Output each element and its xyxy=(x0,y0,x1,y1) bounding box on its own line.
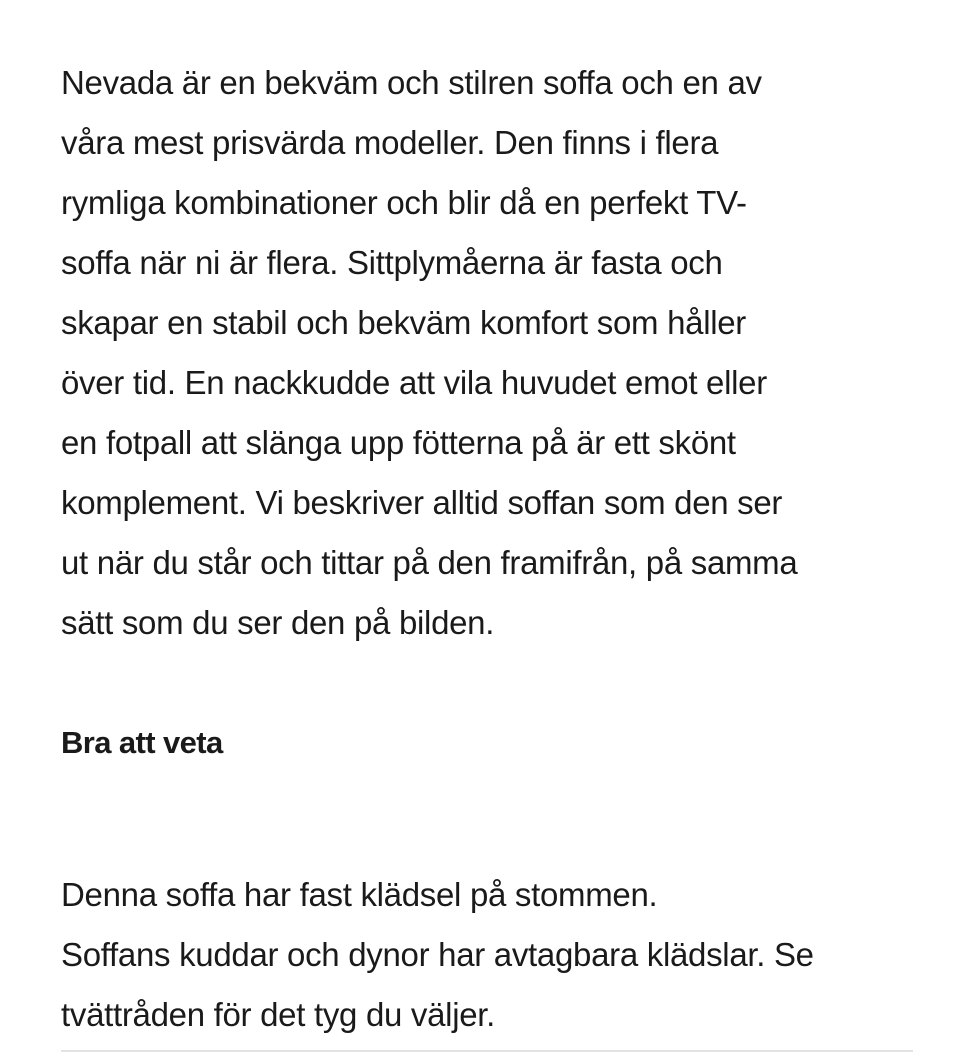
description-line: skapar en stabil och bekväm komfort som håller xyxy=(61,304,747,341)
description-line: rymliga kombinationer och blir då en perfekt TV- xyxy=(61,184,747,221)
description-line: våra mest prisvärda modeller. Den finns i flera xyxy=(61,124,719,161)
description-line: över tid. En nackkudde att vila huvudet emot eller xyxy=(61,364,767,401)
product-info-section xyxy=(61,53,921,1033)
description-line: Nevada är en bekväm och stilren soffa och en av xyxy=(61,64,762,101)
good-to-know-heading: Bra att veta xyxy=(61,725,223,760)
description-line: soffa när ni är flera. Sittplymåerna är fasta och xyxy=(61,244,723,281)
good-to-know-line: Denna soffa har fast klädsel på stommen. xyxy=(61,876,658,913)
description-line: sätt som du ser den på bilden. xyxy=(61,604,495,641)
description-line: ut när du står och tittar på den framifrån, på samma xyxy=(61,544,798,581)
good-to-know-text xyxy=(61,865,814,1045)
description-line: en fotpall att slänga upp fötterna på är ett skönt xyxy=(61,424,736,461)
section-divider xyxy=(61,1050,913,1052)
good-to-know-line: tvättråden för det tyg du väljer. xyxy=(61,996,496,1033)
good-to-know-line: Soffans kuddar och dynor har avtagbara klädslar. Se xyxy=(61,936,814,973)
product-description xyxy=(61,53,921,653)
description-line: komplement. Vi beskriver alltid soffan som den ser xyxy=(61,484,783,521)
